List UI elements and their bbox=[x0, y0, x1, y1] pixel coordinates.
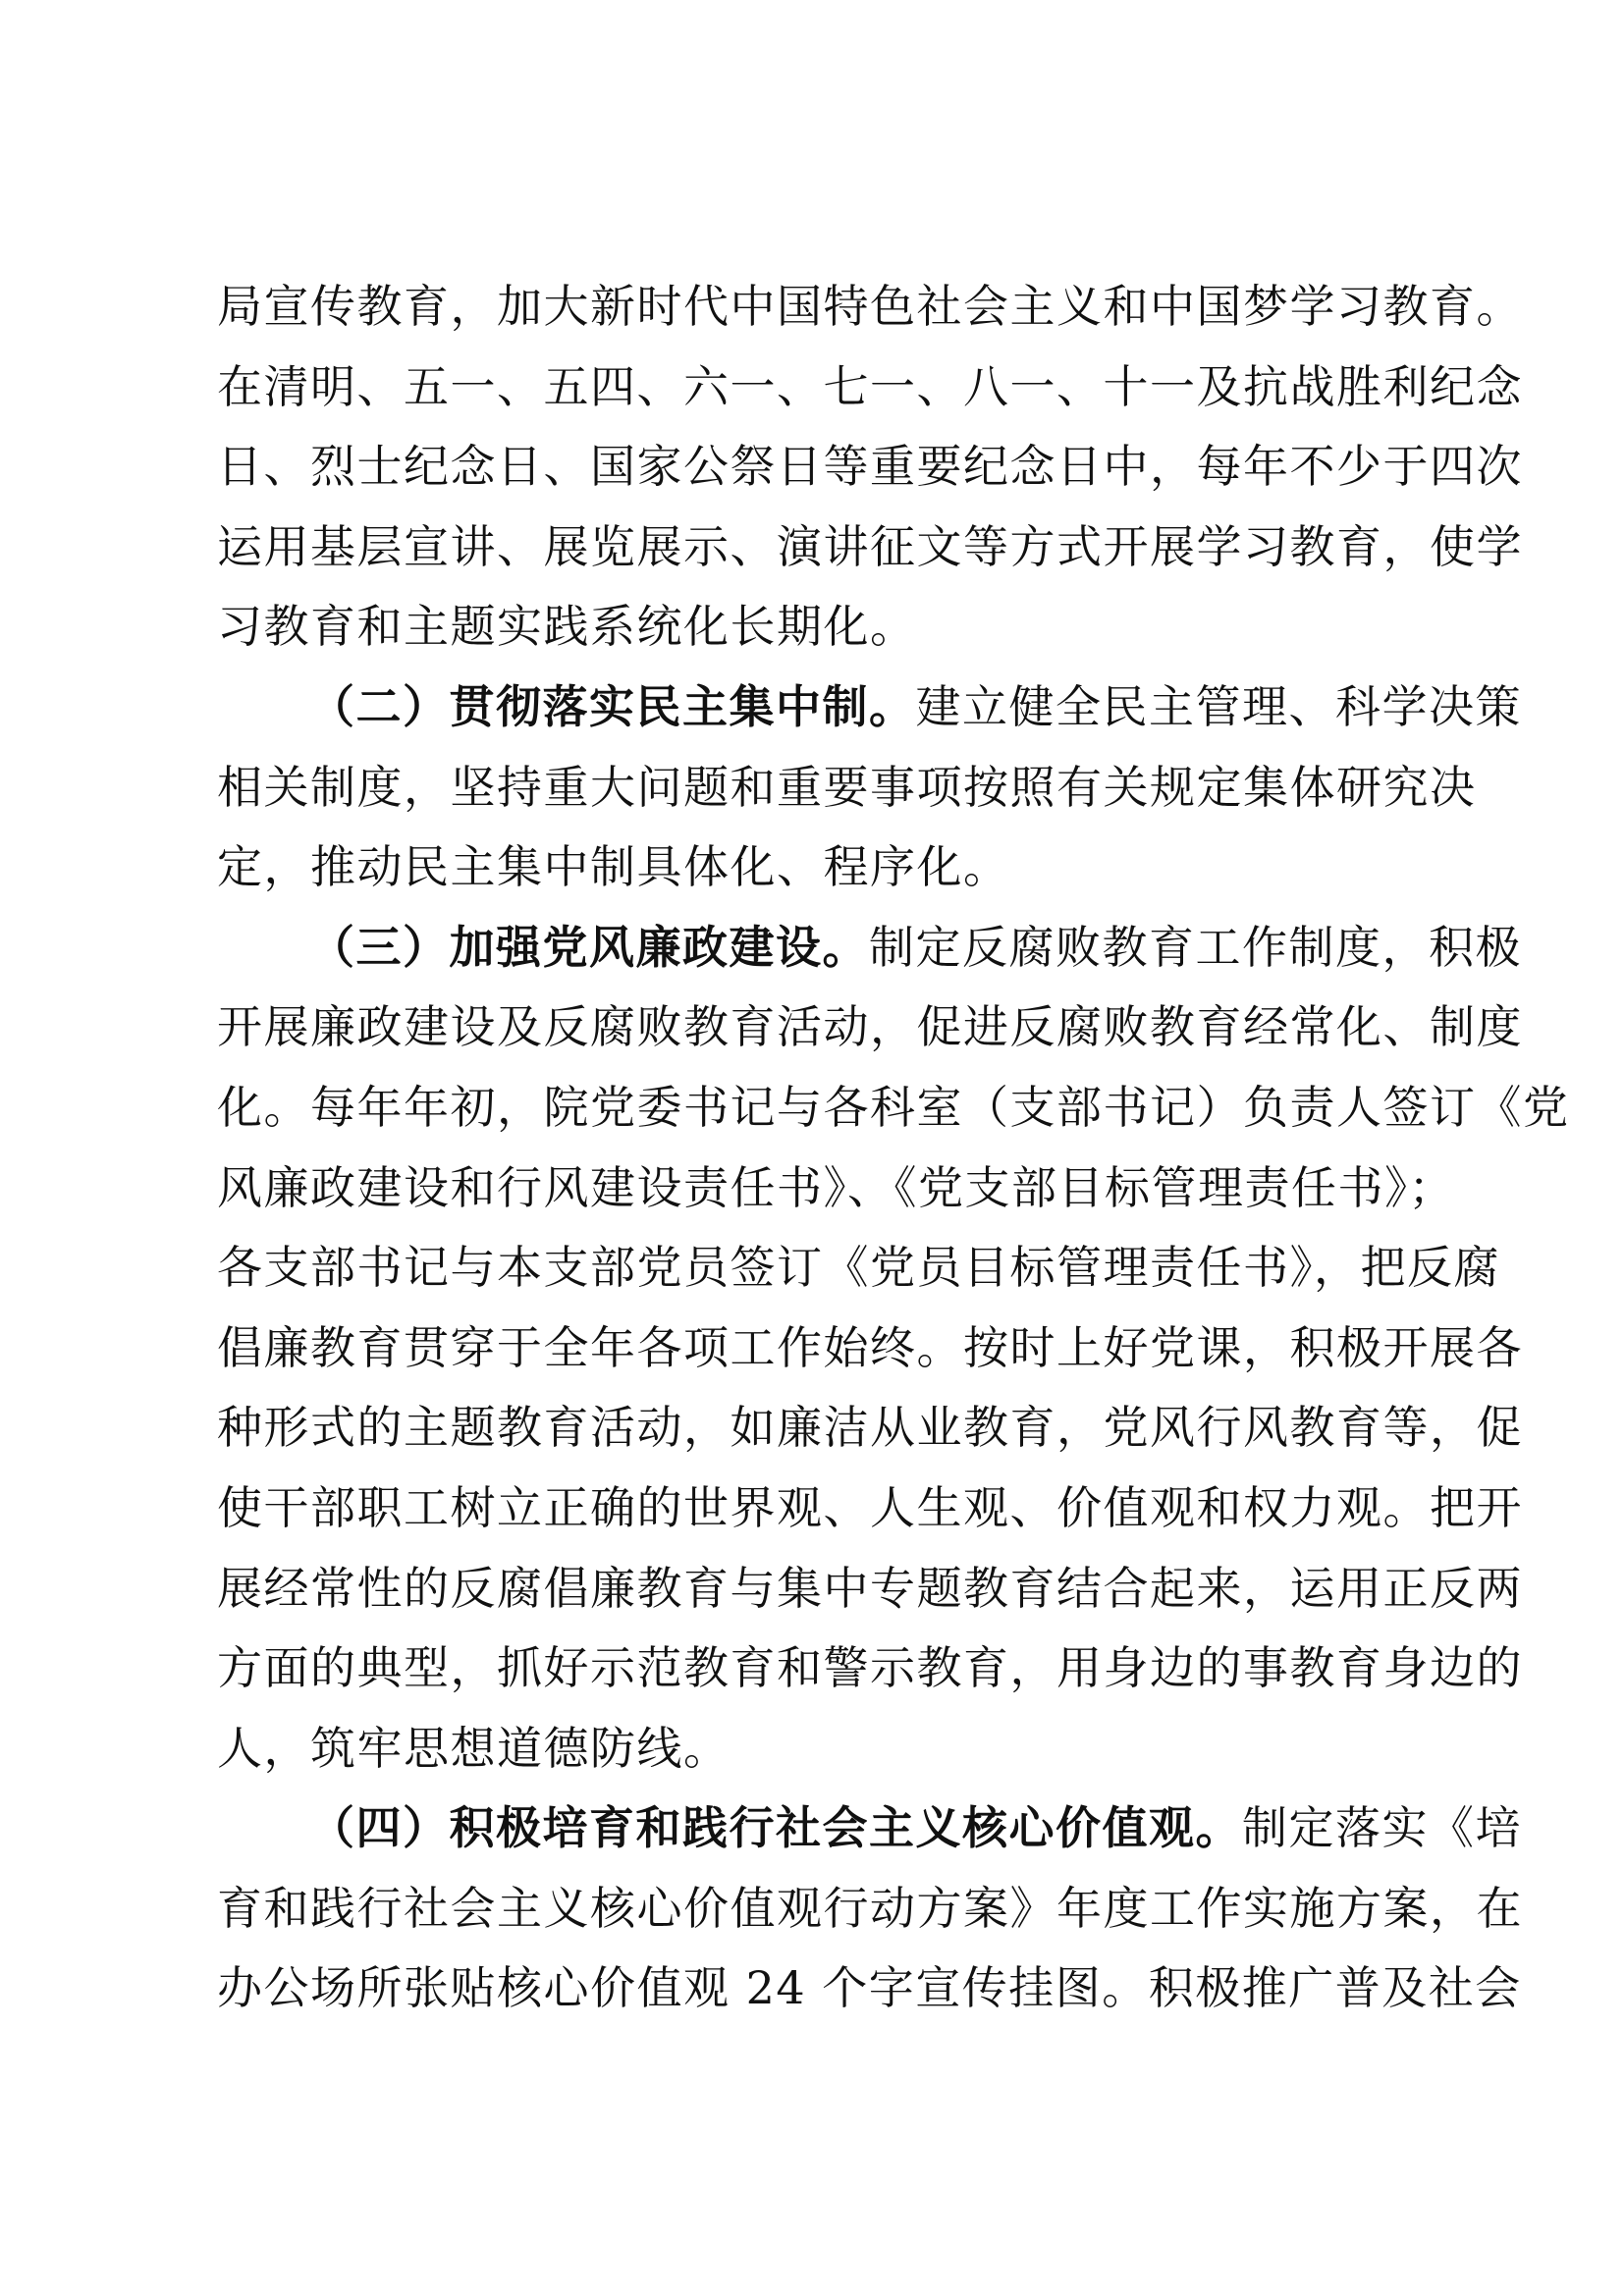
text-line: 种形式的主题教育活动，如廉洁从业教育，党风行风教育等，促 bbox=[217, 1401, 1523, 1455]
text-line: 方面的典型，抓好示范教育和警示教育，用身边的事教育身边的 bbox=[217, 1641, 1523, 1695]
text-line: 育和践行社会主义核心价值观行动方案》年度工作实施方案，在 bbox=[217, 1881, 1523, 1935]
document-body bbox=[217, 267, 1570, 2029]
section-heading: （三）加强党风廉政建设。 bbox=[309, 920, 869, 974]
section-heading: （四）积极培育和践行社会主义核心价值观。 bbox=[309, 1801, 1242, 1855]
paragraph bbox=[217, 908, 1570, 1789]
text-line: 化。每年年初，院党委书记与各科室（支部书记）负责人签订《党 bbox=[217, 1080, 1570, 1134]
text-line: 日、烈士纪念日、国家公祭日等重要纪念日中，每年不少于四次 bbox=[217, 440, 1523, 494]
paragraph bbox=[217, 1789, 1523, 2029]
text-line: 人，筑牢思想道德防线。 bbox=[217, 1721, 731, 1775]
text-line: 局宣传教育，加大新时代中国特色社会主义和中国梦学习教育。 bbox=[217, 280, 1523, 333]
text-line: 在清明、五一、五四、六一、七一、八一、十一及抗战胜利纪念 bbox=[217, 359, 1523, 413]
text-span: 制定反腐败教育工作制度，积极 bbox=[869, 920, 1522, 974]
text-line: 办公场所张贴核心价值观 24 个字宣传挂图。积极推广普及社会 bbox=[217, 1961, 1522, 2015]
text-span: 建立健全民主管理、科学决策 bbox=[915, 679, 1522, 733]
section-heading: （二）贯彻落实民主集中制。 bbox=[309, 679, 916, 733]
text-line: 开展廉政建设及反腐败教育活动，促进反腐败教育经常化、制度 bbox=[217, 1000, 1523, 1054]
text-line: 倡廉教育贯穿于全年各项工作始终。按时上好党课，积极开展各 bbox=[217, 1320, 1523, 1374]
text-line: 习教育和主题实践系统化长期化。 bbox=[217, 600, 917, 654]
paragraph bbox=[217, 267, 1523, 667]
text-line: 定，推动民主集中制具体化、程序化。 bbox=[217, 840, 1010, 894]
text-span: 制定落实《培 bbox=[1242, 1801, 1522, 1855]
text-line: 各支部书记与本支部党员签订《党员目标管理责任书》，把反腐 bbox=[217, 1241, 1500, 1295]
text-line: 运用基层宣讲、展览展示、演讲征文等方式开展学习教育，使学 bbox=[217, 519, 1523, 573]
text-line bbox=[217, 667, 1522, 748]
text-line: 展经常性的反腐倡廉教育与集中专题教育结合起来，运用正反两 bbox=[217, 1561, 1523, 1615]
text-line bbox=[217, 908, 1522, 988]
text-line: 相关制度，坚持重大问题和重要事项按照有关规定集体研究决 bbox=[217, 760, 1477, 814]
paragraph bbox=[217, 667, 1522, 908]
text-line: 使干部职工树立正确的世界观、人生观、价值观和权力观。把开 bbox=[217, 1480, 1523, 1534]
text-line bbox=[217, 1789, 1522, 1869]
text-line: 风廉政建设和行风建设责任书》、《党支部目标管理责任书》； bbox=[217, 1160, 1455, 1214]
